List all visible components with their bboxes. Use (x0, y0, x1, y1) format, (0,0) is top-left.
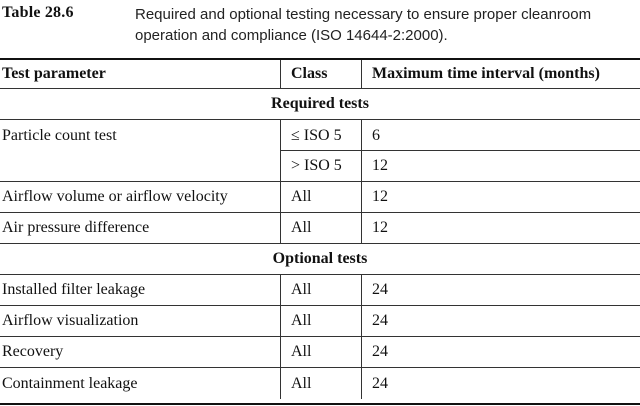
row-class: ≤ ISO 5 (291, 126, 342, 144)
row-class: All (291, 188, 312, 205)
row-interval: 24 (372, 312, 388, 329)
row-test-parameter: Particle count test (2, 126, 117, 144)
section-required-tests (0, 89, 640, 120)
row-class: All (291, 219, 312, 236)
row-interval: 12 (372, 188, 388, 205)
table-row (0, 213, 640, 244)
row-class: All (291, 343, 312, 360)
header-class: Class (291, 65, 328, 82)
table-row (0, 275, 640, 306)
table-label: Table 28.6 (2, 4, 74, 21)
row-interval: 24 (372, 281, 388, 298)
row-class: All (291, 281, 312, 298)
row-test-parameter: Recovery (2, 343, 64, 360)
table-row (0, 306, 640, 337)
table-row (0, 182, 640, 213)
row-interval: 6 (372, 126, 380, 144)
table-row (0, 368, 640, 399)
section-optional-tests (0, 244, 640, 275)
header-max-interval: Maximum time interval (months) (372, 65, 600, 82)
row-test-parameter: Installed filter leakage (2, 281, 146, 298)
table-caption (0, 0, 640, 56)
row-test-parameter: Airflow volume or airflow velocity (2, 188, 228, 205)
section-title: Required tests (271, 95, 369, 112)
row-test-parameter: Airflow visualization (2, 312, 139, 329)
row-interval: 24 (372, 374, 388, 392)
row-class: All (291, 312, 312, 329)
table-header-row (0, 58, 640, 89)
row-interval: 12 (372, 219, 388, 236)
table-row (0, 151, 640, 182)
row-test-parameter: Air pressure difference (2, 219, 150, 236)
section-title: Optional tests (272, 250, 368, 267)
row-class: > ISO 5 (291, 157, 342, 174)
row-test-parameter: Containment leakage (2, 374, 138, 392)
header-test-parameter: Test parameter (2, 65, 106, 82)
row-interval: 12 (372, 157, 388, 174)
row-test-parameter (0, 151, 280, 181)
testing-table (0, 58, 640, 399)
table-row (0, 120, 640, 151)
row-class: All (291, 374, 312, 392)
table-row (0, 337, 640, 368)
table-bottom-rule (0, 403, 640, 405)
table-caption-text: Required and optional testing necessary to ensure proper cleanroom operation and compliance (ISO 14644-2:2000). (135, 6, 592, 44)
row-interval: 24 (372, 343, 388, 360)
